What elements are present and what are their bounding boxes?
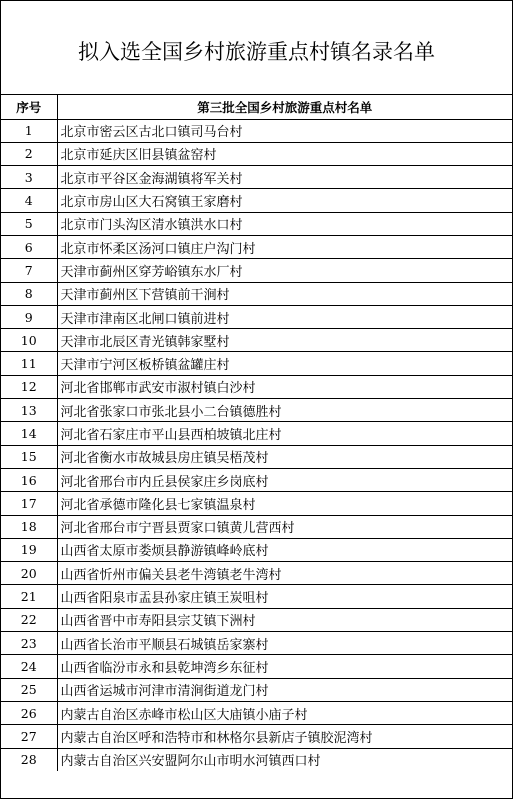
row-index: 24 (1, 655, 57, 678)
row-index: 6 (1, 235, 57, 258)
row-index: 3 (1, 166, 57, 189)
table-row (1, 119, 512, 142)
row-village-name: 北京市房山区大石窝镇王家磨村 (57, 189, 512, 212)
row-village-name: 天津市蓟州区下营镇前干涧村 (57, 282, 512, 305)
header-name: 第三批全国乡村旅游重点村名单 (57, 95, 512, 119)
row-village-name: 山西省太原市娄烦县静游镇峰岭底村 (57, 538, 512, 561)
row-index: 15 (1, 445, 57, 468)
table-row (1, 282, 512, 305)
table-header-row (1, 95, 512, 119)
row-village-name: 山西省长治市平顺县石城镇岳家寨村 (57, 632, 512, 655)
row-index: 18 (1, 515, 57, 538)
row-village-name: 河北省邢台市内丘县侯家庄乡岗底村 (57, 468, 512, 491)
table-row (1, 678, 512, 701)
table-row (1, 212, 512, 235)
table-row (1, 632, 512, 655)
row-index: 22 (1, 608, 57, 631)
table-row (1, 585, 512, 608)
row-index: 9 (1, 305, 57, 328)
row-index: 5 (1, 212, 57, 235)
table-row (1, 468, 512, 491)
table-row (1, 422, 512, 445)
table-row (1, 492, 512, 515)
table-row (1, 701, 512, 724)
row-village-name: 北京市门头沟区清水镇洪水口村 (57, 212, 512, 235)
table-row (1, 399, 512, 422)
table-row (1, 375, 512, 398)
row-index: 27 (1, 725, 57, 748)
row-index: 10 (1, 329, 57, 352)
row-index: 14 (1, 422, 57, 445)
table-row (1, 445, 512, 468)
row-village-name: 山西省晋中市寿阳县宗艾镇下洲村 (57, 608, 512, 631)
row-index: 11 (1, 352, 57, 375)
row-village-name: 河北省衡水市故城县房庄镇吴梧茂村 (57, 445, 512, 468)
table-row (1, 748, 512, 771)
row-village-name: 天津市蓟州区穿芳峪镇东水厂村 (57, 259, 512, 282)
row-index: 20 (1, 562, 57, 585)
row-village-name: 山西省阳泉市盂县孙家庄镇王炭咀村 (57, 585, 512, 608)
row-index: 25 (1, 678, 57, 701)
table-body (1, 119, 512, 771)
table-row (1, 538, 512, 561)
row-village-name: 河北省张家口市张北县小二台镇德胜村 (57, 399, 512, 422)
table-row (1, 655, 512, 678)
table-row (1, 189, 512, 212)
row-index: 2 (1, 142, 57, 165)
row-index: 4 (1, 189, 57, 212)
row-village-name: 山西省忻州市偏关县老牛湾镇老牛湾村 (57, 562, 512, 585)
row-village-name: 天津市津南区北闸口镇前进村 (57, 305, 512, 328)
village-list-table (1, 95, 512, 771)
row-index: 13 (1, 399, 57, 422)
row-index: 19 (1, 538, 57, 561)
row-village-name: 内蒙古自治区呼和浩特市和林格尔县新店子镇胶泥湾村 (57, 725, 512, 748)
row-index: 26 (1, 701, 57, 724)
row-village-name: 内蒙古自治区赤峰市松山区大庙镇小庙子村 (57, 701, 512, 724)
row-index: 1 (1, 119, 57, 142)
table-row (1, 305, 512, 328)
row-index: 12 (1, 375, 57, 398)
table-row (1, 329, 512, 352)
table-row (1, 166, 512, 189)
row-village-name: 内蒙古自治区兴安盟阿尔山市明水河镇西口村 (57, 748, 512, 771)
row-village-name: 河北省邯郸市武安市淑村镇白沙村 (57, 375, 512, 398)
row-village-name: 北京市延庆区旧县镇盆窑村 (57, 142, 512, 165)
table-row (1, 725, 512, 748)
row-village-name: 山西省临汾市永和县乾坤湾乡东征村 (57, 655, 512, 678)
row-village-name: 天津市宁河区板桥镇盆罐庄村 (57, 352, 512, 375)
table-row (1, 515, 512, 538)
row-village-name: 山西省运城市河津市清涧街道龙门村 (57, 678, 512, 701)
table-row (1, 259, 512, 282)
row-village-name: 北京市平谷区金海湖镇将军关村 (57, 166, 512, 189)
row-index: 17 (1, 492, 57, 515)
document-title: 拟入选全国乡村旅游重点村镇名录名单 (1, 1, 512, 95)
table-row (1, 562, 512, 585)
table-row (1, 142, 512, 165)
row-village-name: 北京市怀柔区汤河口镇庄户沟门村 (57, 235, 512, 258)
table-row (1, 235, 512, 258)
header-index: 序号 (1, 95, 57, 119)
row-index: 7 (1, 259, 57, 282)
row-village-name: 北京市密云区古北口镇司马台村 (57, 119, 512, 142)
row-index: 28 (1, 748, 57, 771)
table-row (1, 608, 512, 631)
row-index: 21 (1, 585, 57, 608)
row-village-name: 天津市北辰区青光镇韩家墅村 (57, 329, 512, 352)
row-village-name: 河北省石家庄市平山县西柏坡镇北庄村 (57, 422, 512, 445)
row-village-name: 河北省承德市隆化县七家镇温泉村 (57, 492, 512, 515)
table-row (1, 352, 512, 375)
row-index: 16 (1, 468, 57, 491)
row-index: 8 (1, 282, 57, 305)
row-index: 23 (1, 632, 57, 655)
row-village-name: 河北省邢台市宁晋县贾家口镇黄儿营西村 (57, 515, 512, 538)
